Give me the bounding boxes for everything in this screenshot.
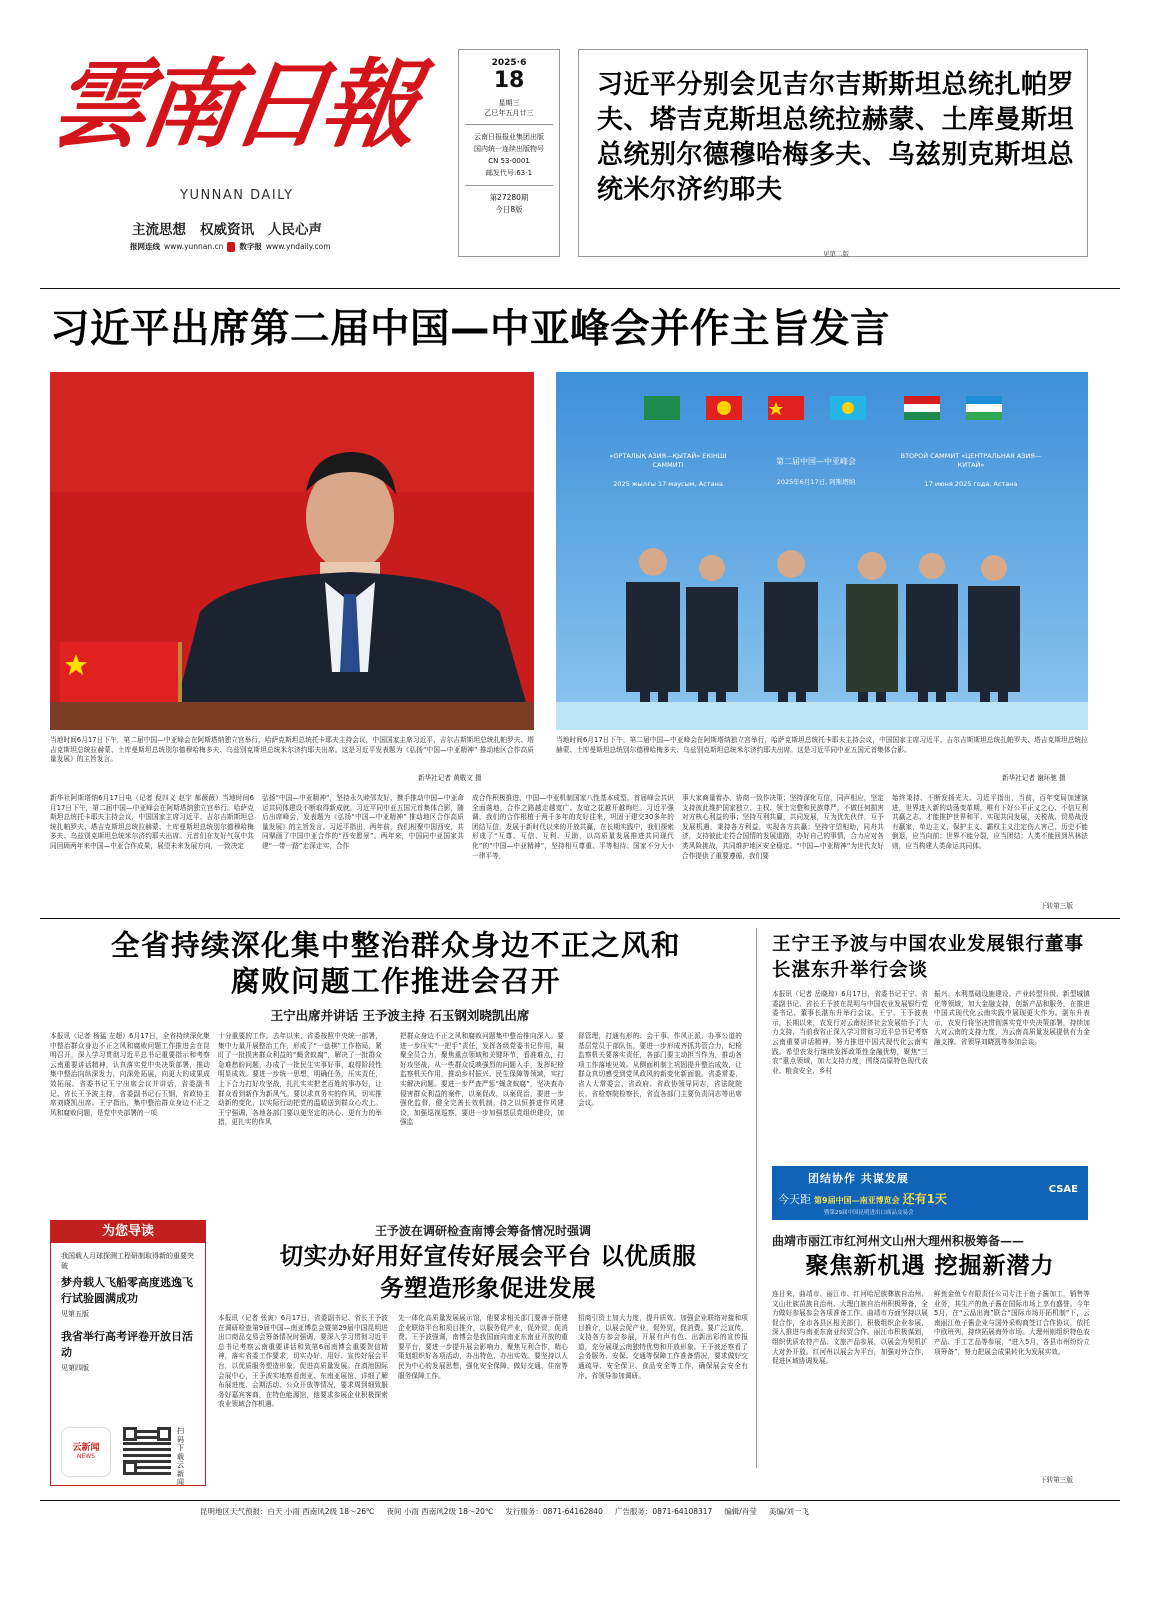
ads-phone: 广告服务：0871-64108317: [614, 1507, 713, 1516]
weather-label: 昆明地区天气预报：: [200, 1507, 268, 1516]
story2-col-3: 把群众身边不正之风和腐败问题集中整治推向深入。要进一步压实“一把手”责任，发挥各级党委书记作用，凝聚全员合力，聚焦重点领域和关键环节，看准难点，打好攻坚战，从一些群众反映强烈的问题入手，发挥纪检监察机关作用，推动乡村振兴、民生保障等领域，实打实解决问题。要进一步严查严惩“蝇贪蚁腐”，坚决查办侵害群众利益的案件，以案促改，以案促治，要进一步强化监督，健全完善长效机制，持之以恒推进作风建设，加强巡视巡察，要进一步加强基层党组织建设，加强监: [400, 1032, 564, 1127]
photo-xi-speech-illustration: [50, 372, 534, 730]
caption-left: 当地时间6月17日下午，第二届中国—中亚峰会在阿斯塔纳独立宫举行，哈萨克斯坦总统托卡耶夫主持会议，中国国家主席习近平、吉尔吉斯斯坦总统扎帕罗夫、塔吉克斯坦总统拉赫蒙、土库曼斯坦总统别尔德穆哈梅多夫、乌兹别克斯坦总统米尔济约耶夫出席。这是习近平发表题为《弘扬“中国—中亚精神” 推动地区合作高质量发展》的主旨发言。: [50, 736, 534, 764]
story2-col-4: 督管理，打通有形的、会干事、作风正派、办事公道的基层党员干部队伍，要进一步形成齐抓共管合力，纪检监察机关要落实责任，各部门要主动担当作为，推动各项工作落地见效。从侧面机制上巩固提升整治成效，让群众真切感受到党风政风的新变化新面貌。省委常委、省人大常委会、省政府、省政协领导同志，省法院院长，省检察院检察长，省直各部门主要负责同志等出席会议。: [578, 1032, 742, 1108]
story5-jump[interactable]: 下转第三版: [1040, 1476, 1073, 1484]
story5-kicker: 曲靖市丽江市红河州文山州大理州积极筹备——: [772, 1234, 1025, 1248]
story5-col-1: 连日来，曲靖市、丽江市、红河哈尼族彝族自治州、文山壮族苗族自治州、大理白族自治州积极筹备，全力做好参展参会各项准备工作。曲靖市方面坚持以展促合作，全市各县区相关部门，积极组织企业参展，深入推进与南亚东南亚经贸合作。丽江市积极谋划，组织优质农特产品、文旅产品参展，以展会为契机扩大对外开放。红河州以展会为平台，加强对外合作，促进区域协调发展。: [772, 1290, 928, 1366]
banner-cn-date: 2025年6月17日, 阿斯塔纳: [776, 478, 856, 486]
lead-col-3: 成合作积极推进，中国—中亚机制国家八性基本成型，首届峰会共识全面落地，合作之路越走越宽广。友谊之花越开越绚烂。习近平强调，我们的合作根植于两千多年的友好往来，巩固于建交30多年的团结互信，发展于新时代以来的开放共赢，在长期实践中，我们探索形成了“互尊、互信、互利、互助，以高质量发展推进共同现代化”的“中国—中亚精神”，坚持相互尊重、平等相待。国家不分大小一律平等，: [472, 794, 674, 860]
web-links: [130, 241, 331, 252]
guide-item-2-ref: 见第四版: [61, 1364, 89, 1372]
website-label: 报网连线: [130, 242, 160, 251]
issue-lunar: 乙巳年五月廿三: [484, 109, 534, 117]
app-logo-sub: NEWS: [76, 1453, 96, 1460]
story5-col-2: 鲜鱼金鱼专有限责任公司专注于鱼子酱加工，销售等业务，其生产的鱼子酱在国际市场上享有盛誉。今年5月，在“云品出海”联合“国际市场开拓机制”下，云南丽江鱼子酱企业与国外采购商签订合作协议，依托中欧班列，持续拓展海外市场。大理州则组织特色农产品、手工艺品等参展，“进入5月，各县市州纷纷立项筹备”，努力把展会成果转化为发展实效。: [934, 1290, 1090, 1356]
lead-col-5: 始终秉持、不断发扬光大。习近平指出，当前，百年变局加速演进，世界进入新的动荡变革期，唯有下好公平正义之心、不信互利共赢之志，才能推护世界和平、实现共同发展，关税战、贸易战没有赢家，单边主义、保护主义、霸权主义注定伤人害己，历史不能倒退，应当向前；世界不能分裂，应当团结；人类不能回到丛林法则，应当构建人类命运共同体。: [892, 794, 1088, 850]
story2-headline[interactable]: 全省持续深化集中整治群众身边不正之风和腐败问题工作推进会召开: [110, 929, 681, 998]
lead-col-2: 弘扬“中国—中亚精神”，坚持永久睦邻友好、携手推动中国—中亚命运共同体建设不断取得新成就。习近平同中亚五国元首集体合影，随后出席峰会，发表题为《弘扬“中国—中亚精神” 推动地区合作高质量发展》的主旨发言。习近平指出，两年前，我们相聚中国西安，共同擘画了中国中亚合作的“西安愿景”。两年来，中国同中亚国家共建“一带一路”走深走实，合作: [262, 794, 464, 850]
guide-item-1-kicker: 我国载人月球探测工程研制取得新的重要突破: [61, 1252, 194, 1270]
designer: 美编/刘一飞: [768, 1507, 809, 1516]
guide-item-2-title[interactable]: 我省举行高考评卷开放日活动: [61, 1330, 193, 1359]
expo-countdown-pre: 今天距: [778, 1193, 811, 1206]
top-news-jump[interactable]: 见第二版: [823, 250, 849, 258]
expo-countdown: [778, 1190, 947, 1207]
story4-headline[interactable]: 切实办好用好宣传好展会平台 以优质服务塑造形象促进发展: [279, 1242, 697, 1302]
story3-headline[interactable]: 王宁王予波与中国农业发展银行董事长湛东升举行会谈: [772, 934, 1085, 981]
story5-headline[interactable]: 聚焦新机遇 挖掘新潜力: [805, 1253, 1055, 1279]
issue-number: 第27280期: [489, 193, 529, 202]
guide-item-1[interactable]: [51, 1243, 205, 1319]
banner-ru: [896, 452, 1046, 489]
banner-kz-title: «ОРТАЛЫҚ АЗИЯ—ҚЫТАЙ» ЕКІНШІ САММИТІ: [609, 452, 727, 469]
credit-left: 新华社记者 黄敬文 摄: [418, 774, 482, 782]
expo-countdown-mid: 第9届中国—南亚博览会: [814, 1196, 900, 1205]
lead-col-1: 新华社阿斯塔纳6月17日电（记者 倪四义 赵宇 郝薇薇）当地时间6月17日下午，第二届中国—中亚峰会在阿斯塔纳独立宫举行。哈萨克斯坦总统托卡耶夫主持会议，中国国家主席习近平、吉尔吉斯斯坦总统扎帕罗夫、塔吉克斯坦总统拉赫蒙、土库曼斯坦总统别尔德穆哈梅多夫、乌兹别克斯坦总统米尔济约耶夫出席。元首们在友好气氛中共同回顾两年来中国—中亚合作成果，展望未来发展方向，一致决定: [50, 794, 254, 850]
expo-slogan: 团结协作 共谋发展: [808, 1172, 909, 1185]
banner-kz-date: 2025 жылғы 17 маусым, Астана: [613, 480, 723, 488]
night-weather: 夜间 小雨 西南风2级 18～20℃: [386, 1507, 494, 1516]
banner-kz: [598, 452, 738, 489]
digital-icon: [227, 242, 235, 252]
lead-col-4: 事大家商量着办，协商一致作决策；坚持深化互信，同声相应，坚定支持彼此维护国家独立、主权、领土完整和民族尊严，不做任何损害对方核心利益的事；坚持互利共赢，共同发展，互为优先伙伴，互予发展机遇，秉持各方利益，实现各方共赢；坚持守望相助，同舟共济，支持彼此走符合国情的发展道路，办好自己的事情，合力应对各类风险挑战，共同维护地区安全稳定。“中国—中亚精神”为世代友好合作提供了重要遵循，我们要: [682, 794, 884, 860]
english-name: YUNNAN DAILY: [180, 188, 294, 203]
story3-col-1: 本报讯（记者 岳晓琼）6月17日，省委书记王宁、省委副书记、省长王予波在昆明与中国农业发展银行党委书记、董事长湛东升举行会谈。王宁、王予波表示，长期以来，农发行对云南经济社会发展给予了大力支持，当前我省正深入学习贯彻习近平总书记考察云南重要讲话精神，努力推进中国式现代化云南实践。希望农发行继续发挥政策性金融优势，聚焦“三农”重点领域，加大支持力度，围绕高原特色现代农业、粮食安全、乡村: [772, 990, 928, 1075]
top-news-title[interactable]: 习近平分别会见吉尔吉斯斯坦总统扎帕罗夫、塔吉克斯坦总统拉赫蒙、土库曼斯坦总统别尔德穆哈梅多夫、乌兹别克斯坦总统米尔济约耶夫: [597, 70, 1075, 205]
photo-group: [556, 372, 1088, 730]
photo-group-illustration: [556, 372, 1088, 730]
masthead-divider: [40, 288, 1120, 289]
masthead: [40, 40, 450, 270]
issue-cn-no: CN 53-0001: [488, 157, 530, 165]
column-divider: [756, 928, 757, 1468]
story2-subhead: 王宁出席并讲话 王予波主持 石玉钢刘晓凯出席: [270, 1008, 530, 1023]
digital-link[interactable]: www.yndaily.com: [265, 242, 331, 251]
slogans: [132, 218, 322, 238]
issue-info-box: [458, 49, 560, 257]
caption-right: 当地时间6月17日下午，第二届中国—中亚峰会在阿斯塔纳独立宫举行，哈萨克斯坦总统托卡耶夫主持会议，中国国家主席习近平、吉尔吉斯斯坦总统扎帕罗夫、塔吉克斯坦总统拉赫蒙、土库曼斯坦总统别尔德穆哈梅多夫、乌兹别克斯坦总统米尔济约耶夫出席。这是习近平同中亚五国元首集体合影。: [556, 736, 1088, 754]
newspaper-logo: 雲南日報: [44, 48, 421, 161]
issue-postal: 邮发代号:63-1: [485, 169, 533, 177]
slogan-2: 权威资讯: [200, 222, 254, 238]
story2-col-1: 本报讯（记者 杨猛 左超）6月17日，全省持续深化集中整治群众身边不正之风和腐败问题工作推进会在昆明召开，深入学习贯彻习近平总书记重要指示和考察云南重要讲话精神，认真落实党中央决策部署，推动集中整治向纵深发力，向深处拓展，向更大的成果成效拓展。省委书记王宁出席会议并讲话，省委副书记、省长王予波主持，省委副书记石玉钢，省政协主席刘晓凯出席。王宁指出，集中整治群众身边不正之风和腐败问题，是党中央部署的一项: [50, 1032, 210, 1117]
banner-cn-title: 第二届中国—中亚峰会: [776, 457, 856, 466]
expo-countdown-post: 还有1天: [902, 1192, 947, 1206]
credit-right: 新华社记者 谢环驰 摄: [1002, 774, 1066, 782]
slogan-3: 人民心声: [268, 222, 322, 238]
qr-label: 扫码下载云新闻: [177, 1427, 184, 1486]
issue-weekday: 星期三: [498, 99, 520, 107]
story2-col-2: 十分重要的工作。去年以来，省委按照中央统一部署，集中力量开展整治工作，形成了“一盘棋”工作格局，紧盯了一批损害群众利益的“蝇贪蚁腐”，解决了一批群众急难愁盼问题，办成了一批民生实事好事，取得阶段性明显成效。要进一步统一思想，明确任务，压实责任，上下合力打好攻坚战，扎扎实实把老百姓的事办好，让群众看到新作为新风气。要以求真务实的作风，切实推动新的变化，以实际行动把党的温暖送到群众心坎上。王宁强调，各地各部门要以更坚定的决心、更有力的举措，更扎实的作风: [218, 1032, 382, 1127]
top-news-box[interactable]: [578, 49, 1088, 257]
app-logo-icon: [61, 1427, 111, 1477]
guide-item-2[interactable]: [51, 1319, 205, 1373]
issue-pages: 今日8版: [495, 205, 523, 214]
expo-banner: [772, 1166, 1088, 1220]
lead-jump[interactable]: 下转第三版: [1040, 902, 1073, 910]
story4-col-3: 招商引资上加大力度，提升质效。加强企业联络对接和项目推介，以展会促产业，促外贸，促消费。要广泛宣传，支持各方参会参展，开展有声有色、出新出彩的宣传报道，充分展现云南独特优势和开放形象。王予波还察看了会务服务、安保、交通等保障工作准备情况，要求做好交通疏导、安全保卫、食品安全等工作，确保展会安全有序。省领导参加调研。: [578, 1314, 748, 1380]
footer: [200, 1506, 1100, 1517]
issue-cn-label: 国内统一连续出版物号: [474, 145, 544, 153]
website-link[interactable]: www.yunnan.cn: [164, 242, 224, 251]
issue-year-month: 2025·6: [491, 58, 527, 68]
qr-code-icon[interactable]: [123, 1427, 171, 1475]
issue-day: 18: [493, 68, 525, 93]
banner-cn: [746, 456, 886, 488]
story4-col-2: 先一体化高质量发展展示馆，他要求相关部门要善于搭建企业联络平台和项目推介，以服务促产业，促外贸，促消费。王予波强调，南博会是我国面向南亚东南亚开放的重要平台，要进一步提升展会影响力，聚焦互利合作，精心策划组织好各项活动，办出特色、办出实效。要坚持以人民为中心的发展思想，强化安全保障，做好交通、住宿等服务保障工作。: [398, 1314, 568, 1380]
digital-label: 数字报: [239, 242, 262, 251]
expo-countdown-sub: 暨第29届中国昆明进出口商品交易会: [824, 1210, 914, 1216]
editor: 编辑/肖莹: [724, 1507, 757, 1516]
guide-item-1-ref: 见第五版: [61, 1310, 89, 1318]
guide-title: 为您导读: [51, 1221, 205, 1243]
guide-box: [50, 1220, 206, 1486]
banner-ru-title: ВТОРОЙ САММИТ «ЦЕНТРАЛЬНАЯ АЗИЯ—КИТАЙ»: [900, 452, 1042, 469]
story3-col-2: 振兴、水利基础设施建设、产业转型升级、新型城镇化等领域，加大金融支持，创新产品和服务，在推进中国式现代化云南实践中展现更大作为。湛东升表示，农发行将坚决贯彻落实党中央决策部署，持续加大对云南的支持力度，为云南高质量发展提供有力金融支撑。省领导刘晓凯等参加会谈。: [934, 990, 1090, 1046]
issue-publisher: 云南日报报业集团出版: [474, 133, 544, 141]
story4-kicker: 王予波在调研检查南博会筹备情况时强调: [374, 1224, 591, 1238]
footer-divider: [40, 1500, 1120, 1501]
slogan-1: 主流思想: [132, 222, 186, 238]
photo-xi-speech: [50, 372, 534, 730]
day-weather: 白天 小雨 西南风2级 18～26℃: [267, 1507, 375, 1516]
distribution-phone: 发行服务：0871-64162840: [505, 1507, 603, 1516]
lead-divider: [40, 918, 1120, 919]
app-logo-label: 云新闻: [72, 1443, 100, 1453]
lead-headline[interactable]: 习近平出席第二届中国—中亚峰会并作主旨发言: [50, 306, 890, 352]
banner-ru-date: 17 июня 2025 года, Астана: [924, 480, 1018, 488]
guide-item-1-title[interactable]: 梦舟载人飞船零高度逃逸飞行试验圆满成功: [61, 1276, 193, 1305]
expo-logo: CSAE: [1048, 1184, 1078, 1195]
story4-col-1: 本报讯（记者 张寅）6月17日，省委副书记、省长王予波在调研检查第9届中国—南亚博览会暨第29届中国昆明进出口商品交易会筹备情况时强调，要深入学习贯彻习近平总书记考察云南重要讲话和致第6届南博会重要贺信精神，落实省委工作要求，切实办好、用好、宣传好展会平台，以优质服务塑造形象，促进高质量发展。在滇池国际会展中心，王予波实地察看南亚、东南亚展馆，详细了解布展进度、会期活动、公众开放等情况，要求周到细致服务好嘉宾客商，在特色能源馆，他要求参展企业积极探索农业领域合作机遇。: [218, 1314, 388, 1409]
